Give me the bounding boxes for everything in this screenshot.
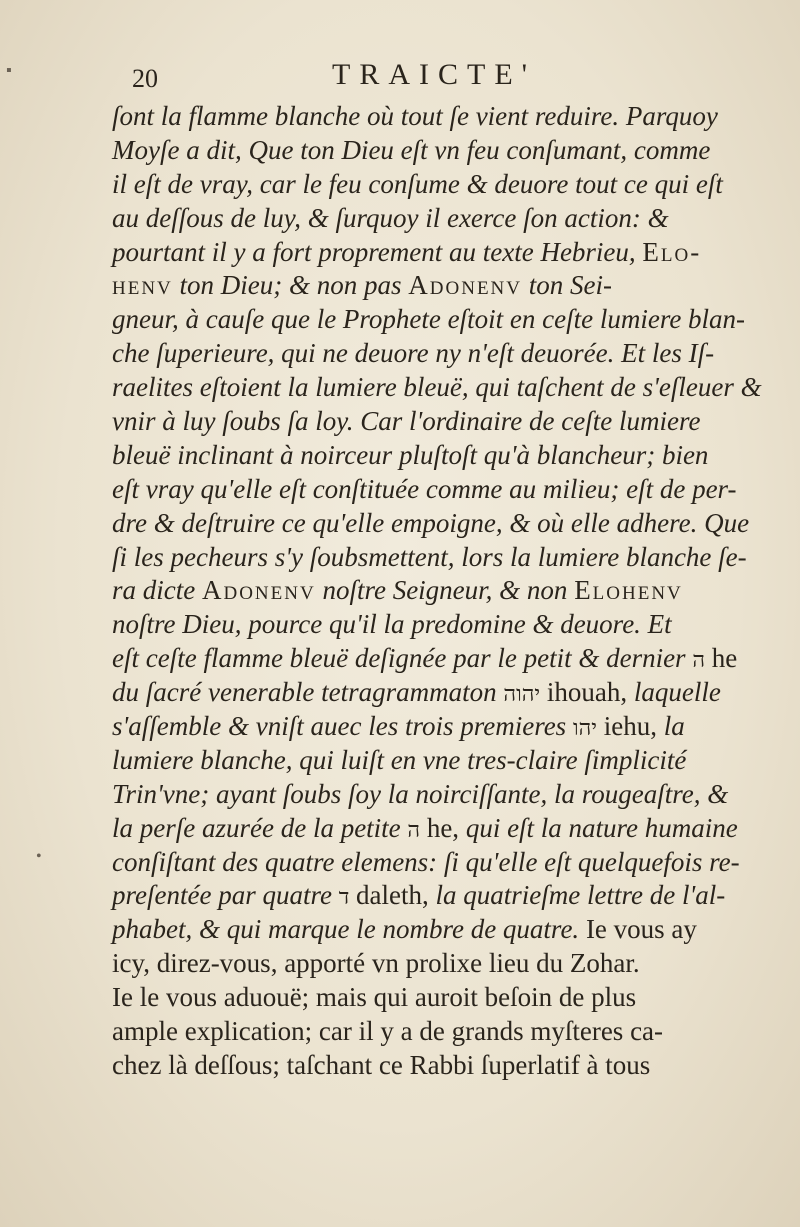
text-segment: he [704,643,738,674]
text-segment: vnir à luy ſoubs ſa loy. Car l'ordinaire de ceſte lumiere [112,406,701,437]
text-line [112,371,762,405]
text-segment: Moyſe a dit, Que ton Dieu eſt vn feu conſumant, comme [112,134,711,165]
text-segment: ſont la flamme blanche où tout ſe vient reduire. Parquoy [112,101,718,131]
text-line [112,439,710,473]
text-segment: au deſſous de luy, & ſurquoy il exerce ſon action: & [112,202,669,233]
text-segment: qui eſt la nature humaine [459,812,738,843]
text-line [112,676,721,710]
text-line [112,303,746,337]
text-line [112,879,726,913]
text-line [112,1049,710,1083]
text-line [112,507,750,541]
text-line [112,168,723,202]
text-segment: ſi les pecheurs s'y ſoubsmettent, lors la lumiere blanche ſe- [112,541,747,572]
text-segment: pourtant il y a fort proprement au texte Hebrieu, [112,236,643,267]
text-segment: raelites eſtoient la lumiere bleuë, qui taſchent de s'eſleuer & [112,372,762,403]
text-segment: noſtre Seigneur, & non [315,575,575,606]
text-segment: s'aſſemble & vniſt auec les trois premieres [112,711,573,742]
text-line [112,744,710,778]
text-line [112,778,729,812]
text-segment: bleuë inclinant à noirceur pluſtoſt qu'à blancheur; bien [112,439,709,470]
text-line [112,202,710,236]
text-segment: eſt vray qu'elle eſt conſtituée comme au milieu; eſt de per- [112,473,737,504]
page-header [132,58,722,98]
hebrew-letters: ה [692,648,705,674]
text-line [112,1015,710,1049]
text-segment: eſt ceſte flamme bleuë deſignée par le petit & dernier [112,643,693,674]
text-line [112,913,710,947]
margin-speck: • [36,848,42,865]
body-text [112,100,762,1083]
text-segment: ihouah, [540,677,628,708]
text-segment: dre & deſtruire ce qu'elle empoigne, & où elle adhere. Que [112,507,750,538]
text-segment: Elo- [642,236,702,267]
hebrew-letters: ד [338,885,350,911]
text-segment: ton Sei- [522,270,612,301]
text-segment: Trin'vne; ayant ſoubs ſoy la noirciſſante, la rougeaſtre, & [112,778,729,809]
text-segment: Ie le vous aduouë; mais qui auroit beſoin de plus [112,982,637,1013]
margin-speck: ▪ [6,62,12,79]
text-segment: henv [112,270,173,301]
text-line [112,947,710,981]
text-line [112,812,738,846]
text-line [112,100,718,134]
text-line [112,405,710,439]
text-segment: la perſe azurée de la petite [112,812,408,843]
text-segment: he, [420,812,460,843]
text-segment: preſentée par quatre [112,880,339,911]
text-segment: laquelle [627,677,721,708]
text-segment: phabet, & qui marque le nombre de quatre. [112,914,586,945]
text-segment: gneur, à cauſe que le Prophete eſtoit en ceſte lumiere blan- [112,304,746,335]
text-line [112,608,710,642]
text-segment: Adonenv [408,270,522,301]
text-segment: Ie vous ay [585,914,697,945]
running-title: TRAICTE' [332,58,537,91]
text-segment: la [657,711,685,742]
text-segment: la quatrieſme lettre de l'al- [428,880,726,911]
text-line [112,642,738,676]
text-line [112,473,737,507]
text-line [112,337,715,371]
text-segment: ra dicte [112,575,202,606]
text-segment: ton Dieu; & non pas [172,270,409,301]
hebrew-letters: יהוה [503,682,541,708]
text-segment: ample explication; car il y a de grands myſteres ca- [112,1016,664,1047]
text-line [112,574,710,608]
text-line [112,269,710,303]
text-segment: Elohenv [574,575,683,606]
hebrew-letters: יהו [572,716,598,742]
text-segment: lumiere blanche, qui luiſt en vne tres-claire ſimplicité [112,744,687,775]
text-segment: che ſuperieure, qui ne deuore ny n'eſt deuorée. Et les Iſ- [112,338,715,369]
text-segment: conſiſtant des quatre elemens: ſi qu'elle eſt quelquefois re- [112,846,740,877]
text-segment: il eſt de vray, car le feu conſume & deuore tout ce qui eſt [112,168,723,199]
text-segment: noſtre Dieu, pource qu'il la predomine & deuore. Et [112,609,672,640]
hebrew-letters: ה [407,817,421,843]
text-line [112,236,710,270]
text-line [112,541,747,575]
text-line [112,846,740,880]
text-segment: chez là deſſous; taſchant ce Rabbi ſuperlatif à tous [112,1049,651,1080]
text-segment: iehu, [597,711,658,742]
page-number: 20 [132,64,158,93]
text-line [112,134,710,168]
text-segment: du ſacré venerable tetragrammaton [112,677,504,708]
text-segment: icy, direz-vous, apporté vn prolixe lieu du Zohar. [112,948,640,979]
text-segment: Adonenv [201,575,316,606]
text-line [112,710,710,744]
text-segment: daleth, [349,880,429,911]
text-line [112,981,710,1015]
